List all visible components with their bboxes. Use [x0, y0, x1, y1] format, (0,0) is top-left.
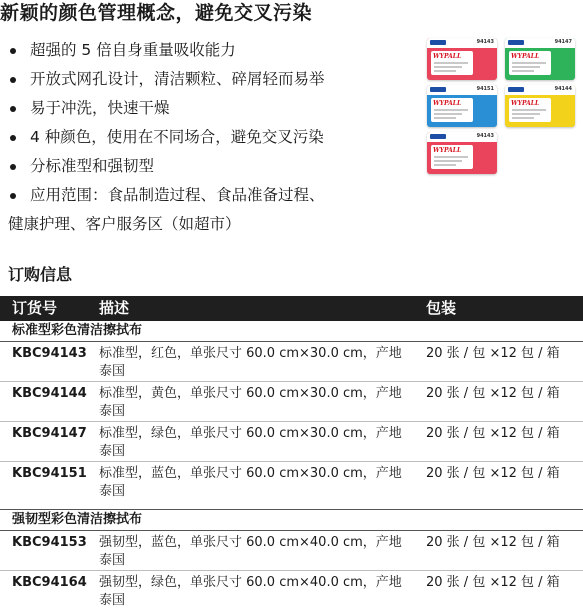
wipes-pack-image: [427, 132, 497, 174]
pack-brand: WYPALL: [433, 53, 462, 60]
header-pkg: 包装: [426, 299, 457, 317]
feature-item: 分标准型和强韧型: [8, 152, 408, 181]
table-row: [0, 462, 583, 501]
bullet-icon: [10, 164, 16, 170]
row-desc: 标准型，绿色，单张尺寸 60.0 cm×30.0 cm，产地泰国: [99, 426, 402, 459]
bullet-icon: [10, 193, 16, 199]
wipes-pack-image: [505, 85, 575, 127]
bullet-icon: [10, 135, 16, 141]
row-desc: 标准型，蓝色，单张尺寸 60.0 cm×30.0 cm，产地泰国: [99, 466, 402, 499]
table-row: [0, 531, 583, 571]
row-code: KBC94153: [12, 535, 87, 550]
feature-item: 易于冲洗，快速干燥: [8, 94, 408, 123]
pack-number: 94151: [476, 86, 494, 92]
row-desc: 标准型，黄色，单张尺寸 60.0 cm×30.0 cm，产地泰国: [99, 386, 402, 419]
pack-brand: WYPALL: [511, 53, 540, 60]
group-title: 强韧型彩色清洁擦拭布: [0, 510, 583, 531]
pack-number: 94147: [554, 39, 572, 45]
row-desc: 强韧型，绿色，单张尺寸 60.0 cm×40.0 cm，产地泰国: [99, 575, 402, 608]
row-pkg: 20 张 / 包 ×12 包 / 箱: [426, 575, 560, 590]
table-row: [0, 382, 583, 422]
row-pkg: 20 张 / 包 ×12 包 / 箱: [426, 466, 560, 481]
row-code: KBC94143: [12, 346, 87, 361]
row-code: KBC94147: [12, 426, 87, 441]
order-section-title: 订购信息: [8, 265, 73, 284]
row-pkg: 20 张 / 包 ×12 包 / 箱: [426, 535, 560, 550]
group-title: 标准型彩色清洁擦拭布: [0, 321, 583, 342]
wipes-pack-image: [427, 85, 497, 127]
order-table: [0, 296, 583, 610]
row-code: KBC94144: [12, 386, 87, 401]
pack-brand: WYPALL: [433, 147, 462, 154]
pack-number: 94143: [476, 133, 494, 139]
page-title: 新颖的颜色管理概念，避免交叉污染: [0, 2, 313, 24]
pack-number: 94144: [554, 86, 572, 92]
feature-list: [8, 36, 408, 239]
feature-item: 4 种颜色，使用在不同场合，避免交叉污染: [8, 123, 408, 152]
bullet-icon: [10, 77, 16, 83]
pack-brand: WYPALL: [433, 100, 462, 107]
pack-brand: WYPALL: [511, 100, 540, 107]
header-code: 订货号: [12, 299, 58, 317]
bullet-icon: [10, 48, 16, 54]
row-pkg: 20 张 / 包 ×12 包 / 箱: [426, 346, 560, 361]
table-row: [0, 422, 583, 462]
feature-item-continued: 健康护理、客户服务区（如超市）: [8, 215, 241, 233]
table-row: [0, 342, 583, 382]
group-divider: [0, 501, 583, 510]
row-pkg: 20 张 / 包 ×12 包 / 箱: [426, 426, 560, 441]
table-header: [0, 296, 583, 321]
feature-item: 应用范围：食品制造过程、食品准备过程、: [8, 181, 408, 210]
feature-item: 超强的 5 倍自身重量吸收能力: [8, 36, 408, 65]
feature-item: 开放式网孔设计，清洁颗粒、碎屑轻而易举: [8, 65, 408, 94]
pack-number: 94143: [476, 39, 494, 45]
row-code: KBC94151: [12, 466, 87, 481]
row-desc: 强韧型，蓝色，单张尺寸 60.0 cm×40.0 cm，产地泰国: [99, 535, 402, 568]
row-code: KBC94164: [12, 575, 87, 590]
header-desc: 描述: [99, 299, 130, 317]
product-photo: [427, 38, 579, 178]
row-desc: 标准型，红色，单张尺寸 60.0 cm×30.0 cm，产地泰国: [99, 346, 402, 379]
wipes-pack-image: [427, 38, 497, 80]
wipes-pack-image: [505, 38, 575, 80]
table-row: [0, 571, 583, 610]
row-pkg: 20 张 / 包 ×12 包 / 箱: [426, 386, 560, 401]
bullet-icon: [10, 106, 16, 112]
